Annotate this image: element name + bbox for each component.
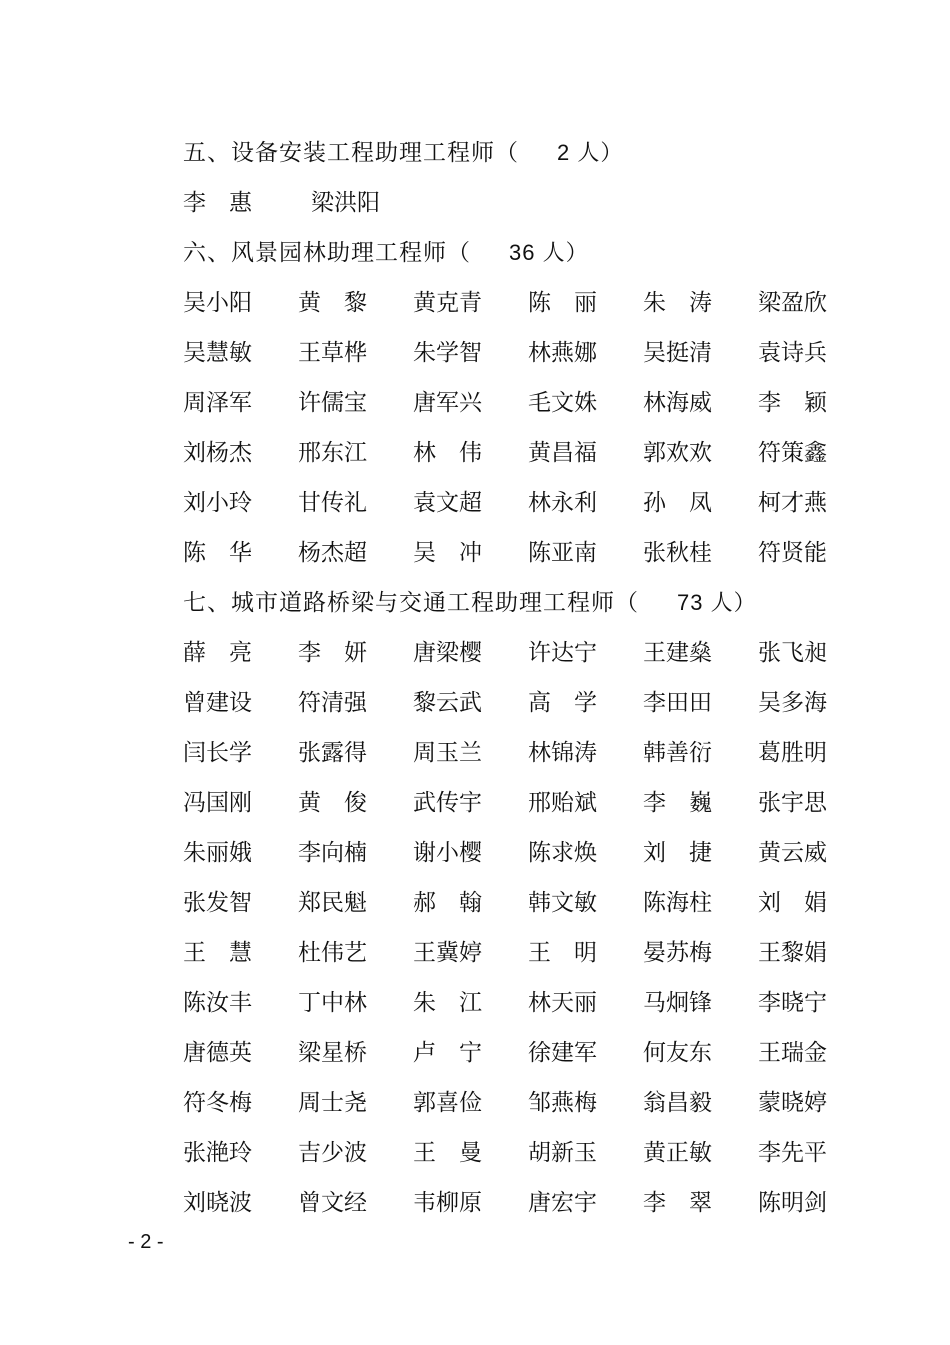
person-name: 许儒宝 (298, 390, 367, 416)
person-name: 唐军兴 (413, 390, 482, 416)
person-name: 唐梁樱 (413, 640, 482, 666)
person-name: 徐建军 (528, 1040, 597, 1066)
name-row (183, 933, 873, 973)
person-name: 武传宇 (413, 790, 482, 816)
person-name: 朱丽娥 (183, 840, 252, 866)
person-name: 黄 黎 (298, 290, 367, 316)
person-name: 胡新玉 (528, 1140, 597, 1166)
person-name: 王 慧 (183, 940, 252, 966)
person-name: 马炯锋 (643, 990, 712, 1016)
person-name: 毛文姝 (528, 390, 597, 416)
person-name: 梁星桥 (298, 1040, 367, 1066)
person-name: 王黎娟 (758, 940, 827, 966)
section-title: 六、风景园林助理工程师（ (183, 240, 471, 266)
person-name: 何友东 (643, 1040, 712, 1066)
person-name: 梁盈欣 (758, 290, 827, 316)
person-name: 韩善衍 (643, 740, 712, 766)
name-row (183, 983, 873, 1023)
person-name: 邹燕梅 (528, 1090, 597, 1116)
person-name: 李 妍 (298, 640, 367, 666)
person-name: 吴小阳 (183, 290, 252, 316)
person-name: 符策鑫 (758, 440, 827, 466)
person-name: 冯国刚 (183, 790, 252, 816)
person-name: 李 巍 (643, 790, 712, 816)
name-row (183, 883, 873, 923)
person-name: 高 学 (528, 690, 597, 716)
person-name: 李 翠 (643, 1190, 712, 1216)
person-name: 朱 江 (413, 990, 482, 1016)
person-name: 韩文敏 (528, 890, 597, 916)
person-name: 刘 捷 (643, 840, 712, 866)
name-row (183, 533, 873, 573)
person-name: 李 惠 (183, 190, 252, 216)
person-name: 黄 俊 (298, 790, 367, 816)
person-name: 林永利 (528, 490, 597, 516)
person-name: 邢贻斌 (528, 790, 597, 816)
person-name: 吴多海 (758, 690, 827, 716)
person-name: 李先平 (758, 1140, 827, 1166)
person-name: 吴 冲 (413, 540, 482, 566)
person-name: 甘传礼 (298, 490, 367, 516)
person-name: 黄正敏 (643, 1140, 712, 1166)
person-name: 王建燊 (643, 640, 712, 666)
person-name: 吴慧敏 (183, 340, 252, 366)
person-name: 梁洪阳 (311, 190, 380, 216)
person-name: 李向楠 (298, 840, 367, 866)
person-name: 张发智 (183, 890, 252, 916)
person-name: 黄克青 (413, 290, 482, 316)
name-row (183, 683, 873, 723)
person-name: 翁昌毅 (643, 1090, 712, 1116)
person-name: 韦柳原 (413, 1190, 482, 1216)
person-name: 张露得 (298, 740, 367, 766)
person-name: 陈汝丰 (183, 990, 252, 1016)
person-name: 周玉兰 (413, 740, 482, 766)
name-row (183, 333, 873, 373)
section-count: 36 人） (509, 240, 589, 265)
person-name: 周士尧 (298, 1090, 367, 1116)
person-name: 林 伟 (413, 440, 482, 466)
section-heading (183, 583, 757, 623)
person-name: 闫长学 (183, 740, 252, 766)
person-name: 陈 丽 (528, 290, 597, 316)
person-name: 陈亚南 (528, 540, 597, 566)
name-row (183, 183, 873, 223)
person-name: 黄云威 (758, 840, 827, 866)
person-name: 林天丽 (528, 990, 597, 1016)
name-row (183, 633, 873, 673)
person-name: 薛 亮 (183, 640, 252, 666)
section-heading (183, 233, 589, 273)
person-name: 林燕娜 (528, 340, 597, 366)
person-name: 陈 华 (183, 540, 252, 566)
person-name: 袁诗兵 (758, 340, 827, 366)
person-name: 杜伟艺 (298, 940, 367, 966)
person-name: 张飞昶 (758, 640, 827, 666)
person-name: 葛胜明 (758, 740, 827, 766)
name-row (183, 283, 873, 323)
person-name: 曾文经 (298, 1190, 367, 1216)
person-name: 丁中林 (298, 990, 367, 1016)
section-heading (183, 133, 623, 173)
section-count: 73 人） (677, 590, 757, 615)
name-row (183, 383, 873, 423)
person-name: 郭欢欢 (643, 440, 712, 466)
name-row (183, 833, 873, 873)
person-name: 陈海柱 (643, 890, 712, 916)
name-row (183, 733, 873, 773)
person-name: 孙 凤 (643, 490, 712, 516)
person-name: 李 颖 (758, 390, 827, 416)
page-number: - 2 - (128, 1231, 164, 1253)
name-row (183, 1133, 873, 1173)
person-name: 李晓宁 (758, 990, 827, 1016)
person-name: 王瑞金 (758, 1040, 827, 1066)
person-name: 郭喜俭 (413, 1090, 482, 1116)
person-name: 曾建设 (183, 690, 252, 716)
person-name: 符清强 (298, 690, 367, 716)
person-name: 郑民魁 (298, 890, 367, 916)
person-name: 朱学智 (413, 340, 482, 366)
person-name: 刘 娟 (758, 890, 827, 916)
section-title: 五、设备安装工程助理工程师（ (183, 140, 519, 166)
person-name: 刘小玲 (183, 490, 252, 516)
section-title: 七、城市道路桥梁与交通工程助理工程师（ (183, 590, 639, 616)
section-count: 2 人） (557, 140, 624, 165)
person-name: 刘杨杰 (183, 440, 252, 466)
name-row (183, 483, 873, 523)
person-name: 王 曼 (413, 1140, 482, 1166)
person-name: 柯才燕 (758, 490, 827, 516)
person-name: 张宇思 (758, 790, 827, 816)
person-name: 吴挺清 (643, 340, 712, 366)
person-name: 杨杰超 (298, 540, 367, 566)
person-name: 袁文超 (413, 490, 482, 516)
person-name: 林海威 (643, 390, 712, 416)
person-name: 刘晓波 (183, 1190, 252, 1216)
person-name: 林锦涛 (528, 740, 597, 766)
person-name: 蒙晓婷 (758, 1090, 827, 1116)
name-row (183, 1183, 873, 1223)
person-name: 晏苏梅 (643, 940, 712, 966)
person-name: 王 明 (528, 940, 597, 966)
person-name: 王草桦 (298, 340, 367, 366)
person-name: 唐宏宇 (528, 1190, 597, 1216)
person-name: 符贤能 (758, 540, 827, 566)
person-name: 邢东江 (298, 440, 367, 466)
person-name: 陈明剑 (758, 1190, 827, 1216)
person-name: 唐德英 (183, 1040, 252, 1066)
person-name: 李田田 (643, 690, 712, 716)
name-row (183, 433, 873, 473)
person-name: 符冬梅 (183, 1090, 252, 1116)
name-row (183, 1083, 873, 1123)
person-name: 卢 宁 (413, 1040, 482, 1066)
person-name: 王冀婷 (413, 940, 482, 966)
person-name: 吉少波 (298, 1140, 367, 1166)
person-name: 郝 翰 (413, 890, 482, 916)
name-row (183, 783, 873, 823)
person-name: 张滟玲 (183, 1140, 252, 1166)
person-name: 黎云武 (413, 690, 482, 716)
person-name: 许达宁 (528, 640, 597, 666)
person-name: 张秋桂 (643, 540, 712, 566)
person-name: 谢小樱 (413, 840, 482, 866)
person-name: 黄昌福 (528, 440, 597, 466)
person-name: 周泽军 (183, 390, 252, 416)
name-row (183, 1033, 873, 1073)
person-name: 陈求焕 (528, 840, 597, 866)
person-name: 朱 涛 (643, 290, 712, 316)
